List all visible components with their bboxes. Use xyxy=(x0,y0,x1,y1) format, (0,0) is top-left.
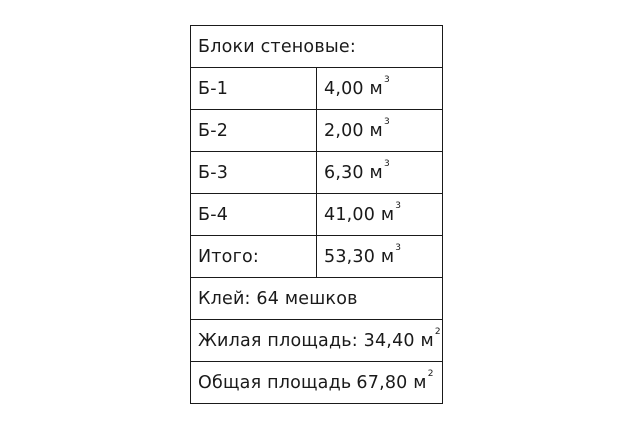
row-value-text: 2,00 м xyxy=(324,120,383,141)
table-row xyxy=(191,110,443,152)
total-row xyxy=(191,236,443,278)
total-area-label: Общая площадь xyxy=(198,372,352,393)
row-value xyxy=(317,194,443,236)
row-name: Б-4 xyxy=(191,194,317,236)
glue-row xyxy=(191,278,443,320)
unit-power: 3 xyxy=(395,200,402,211)
unit-power: 2 xyxy=(434,326,441,337)
unit-power: 3 xyxy=(383,74,390,85)
row-value xyxy=(317,110,443,152)
row-value xyxy=(317,68,443,110)
unit-power: 2 xyxy=(427,368,434,379)
unit-power: 3 xyxy=(383,116,390,127)
unit-power: 3 xyxy=(383,158,390,169)
living-area-row xyxy=(191,320,443,362)
living-area-text: Жилая площадь: 34,40 м xyxy=(198,330,434,351)
total-area-value: 67,80 м xyxy=(356,372,427,393)
row-value-text: 6,30 м xyxy=(324,162,383,183)
total-area-cell xyxy=(191,362,443,404)
blocks-header: Блоки стеновые: xyxy=(191,26,443,68)
table-header-row xyxy=(191,26,443,68)
row-value-text: 4,00 м xyxy=(324,78,383,99)
table-row xyxy=(191,194,443,236)
row-value-text: 41,00 м xyxy=(324,204,395,225)
row-name: Б-1 xyxy=(191,68,317,110)
total-label: Итого: xyxy=(191,236,317,278)
living-area-cell xyxy=(191,320,443,362)
row-name: Б-3 xyxy=(191,152,317,194)
specification-table xyxy=(190,25,443,404)
row-name: Б-2 xyxy=(191,110,317,152)
total-area-row xyxy=(191,362,443,404)
table-row xyxy=(191,152,443,194)
row-value xyxy=(317,152,443,194)
total-value-text: 53,30 м xyxy=(324,246,395,267)
total-value xyxy=(317,236,443,278)
table-row xyxy=(191,68,443,110)
glue-text: Клей: 64 мешков xyxy=(191,278,443,320)
unit-power: 3 xyxy=(395,242,402,253)
